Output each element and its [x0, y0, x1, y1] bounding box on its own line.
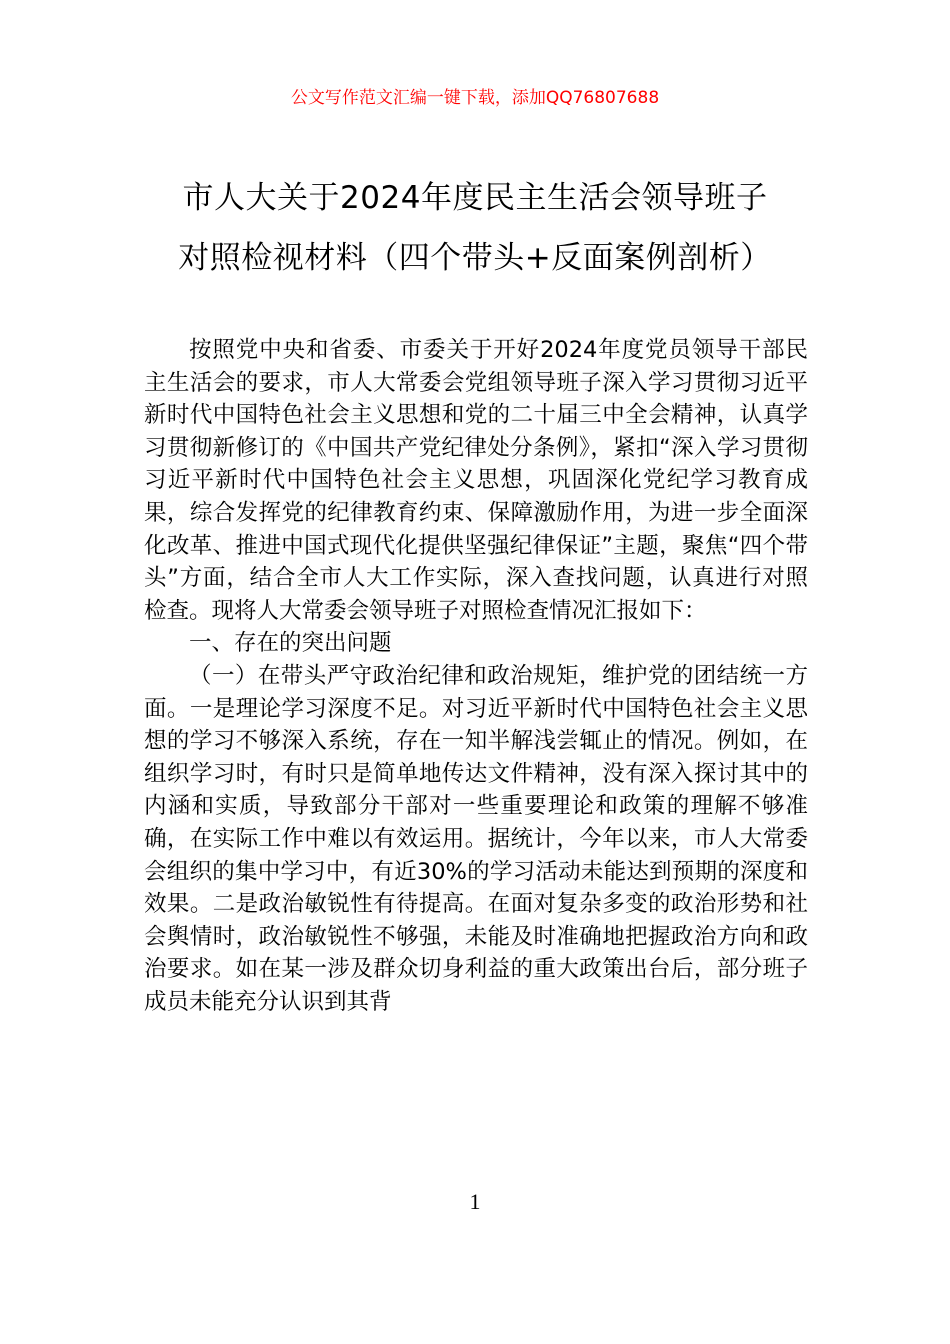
document-body — [144, 334, 808, 1018]
title-line-1: 市人大关于2024年度民主生活会领导班子 — [182, 180, 768, 216]
download-banner: 公文写作范文汇编一键下载，添加QQ76807688 — [290, 88, 660, 108]
title-line-2: 对照检视材料（四个带头+反面案例剖析） — [178, 240, 772, 276]
document-title — [60, 168, 890, 288]
section-paragraph: （一）在带头严守政治纪律和政治规矩，维护党的团结统一方面。一是理论学习深度不足。对习近平新时代中国特色社会主义思想的学习不够深入系统，存在一知半解浅尝辄止的情况。例如，在组织学习时，有时只是简单地传达文件精神，没有深入探讨其中的内涵和实质，导致部分干部对一些重要理论和政策的理解不够准确，在实际工作中难以有效运用。据统计，今年以来，市人大常委会组织的集中学习中，有近30%的学习活动未能达到预期的深度和效果。二是政治敏锐性有待提高。在面对复杂多变的政治形势和社会舆情时，政治敏锐性不够强，未能及时准确地把握政治方向和政治要求。如在某一涉及群众切身利益的重大政策出台后，部分班子成员未能充分认识到其背 — [144, 662, 808, 1015]
section-heading: 一、存在的突出问题 — [189, 630, 392, 657]
intro-paragraph: 按照党中央和省委、市委关于开好2024年度党员领导干部民主生活会的要求，市人大常委会党组领导班子深入学习贯彻习近平新时代中国特色社会主义思想和党的二十届三中全会精神，认真学习贯彻新修订的《中国共产党纪律处分条例》，紧扣“深入学习贯彻习近平新时代中国特色社会主义思想，巩固深化党纪学习教育成果，综合发挥党的纪律教育约束、保障激励作用，为进一步全面深化改革、推进中国式现代化提供坚强纪律保证”主题，聚焦“四个带头”方面，结合全市人大工作实际，深入查找问题，认真进行对照检查。现将人大常委会领导班子对照检查情况汇报如下： — [144, 337, 808, 624]
page-number: 1 — [469, 1189, 481, 1214]
